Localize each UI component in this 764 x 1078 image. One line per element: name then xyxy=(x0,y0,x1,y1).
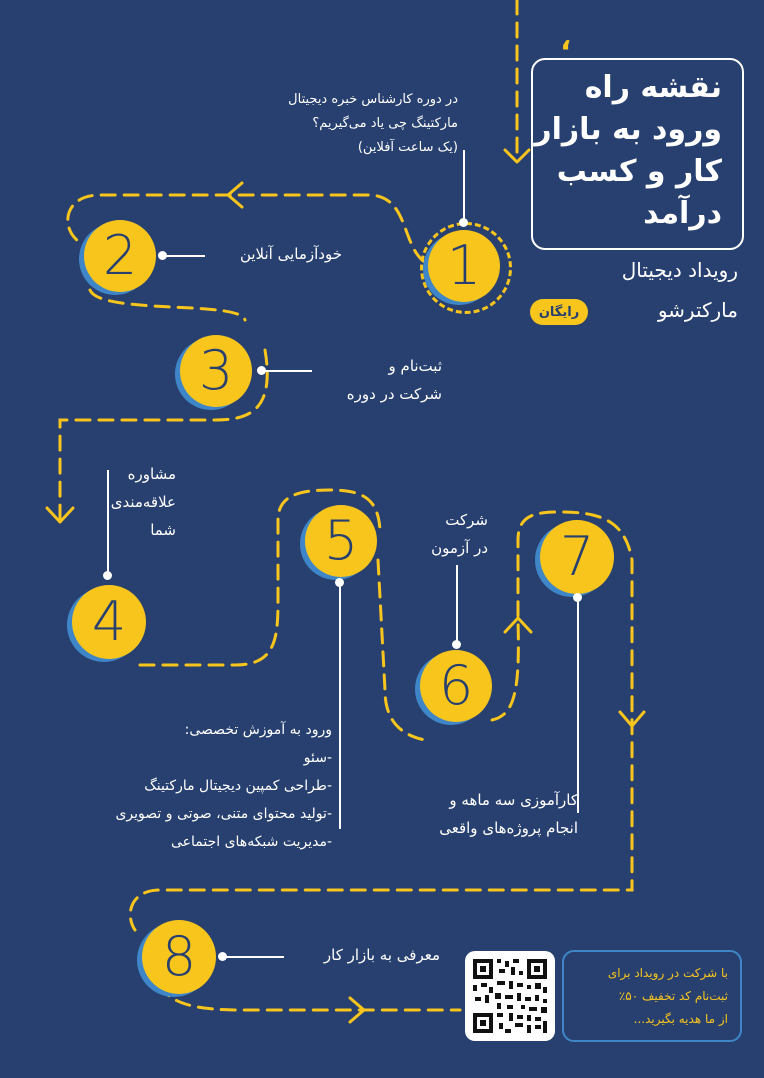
subtitle-line-2: مارکترشو xyxy=(657,298,738,322)
step-1-connector xyxy=(463,150,465,222)
step-4-dot xyxy=(103,571,112,580)
step-1-dot xyxy=(459,218,468,227)
qr-code-icon xyxy=(465,951,555,1041)
step-5-number: 5 xyxy=(323,509,359,572)
title-line-4: درآمد xyxy=(643,196,722,231)
step-3-number: 3 xyxy=(198,339,234,402)
step-2-number: 2 xyxy=(102,224,138,287)
step-1-number: 1 xyxy=(446,234,482,297)
step-2-label: خودآزمایی آنلاین xyxy=(239,245,342,263)
path-8-bottom xyxy=(160,985,460,1010)
step-7-dot xyxy=(573,593,582,602)
step-7-number: 7 xyxy=(559,525,595,588)
path-2-to-3 xyxy=(90,290,245,320)
step-5-dot xyxy=(335,578,344,587)
step-5-connector xyxy=(339,584,341,829)
step-6-connector xyxy=(456,565,458,643)
path-5-to-6 xyxy=(378,560,425,740)
free-badge: رایگان xyxy=(530,299,588,325)
step-8-connector xyxy=(222,956,284,958)
step-1-node xyxy=(428,230,500,302)
step-8-dot xyxy=(218,952,227,961)
step-3-node xyxy=(180,335,252,407)
step-2-dot xyxy=(158,251,167,260)
step-6-node xyxy=(420,650,492,722)
promo-box xyxy=(562,950,742,1042)
step-5-node xyxy=(305,505,377,577)
step-7-label: کارآموزی سه ماهه و انجام پروژه‌های واقعی xyxy=(439,791,578,837)
step-1-label: در دوره کارشناس خبره دیجیتال مارکتینگ چی یاد می‌گیریم؟ (یک ساعت آفلاین) xyxy=(288,92,458,155)
quote-mark-icon: ‘ xyxy=(560,35,572,70)
qr-code xyxy=(465,951,555,1041)
step-3-dot xyxy=(257,366,266,375)
promo-line-2: ثبت‌نام کد تخفیف ۵۰٪ xyxy=(618,989,728,1003)
step-4-number: 4 xyxy=(91,590,127,653)
step-3-label: ثبت‌نام و شرکت در دوره xyxy=(346,357,442,403)
step-3-connector xyxy=(262,370,312,372)
title-line-3: کار و کسب xyxy=(556,154,722,189)
promo-line-1: با شرکت در رویداد برای xyxy=(607,966,728,980)
step-4-node xyxy=(72,585,146,659)
step-4-label: مشاوره علاقه‌مندی شما xyxy=(110,465,176,539)
arrow-right-bottom xyxy=(350,998,364,1022)
step-8-label: معرفی به بازار کار xyxy=(323,946,440,964)
step-2-node xyxy=(84,220,156,292)
promo-line-3: از ما هدیه بگیرید... xyxy=(633,1012,728,1026)
step-8-node xyxy=(142,920,216,994)
step-5-label: ورود به آموزش تخصصی: -سئو -طراحی کمپین دیجیتال مارکتینگ -تولید محتوای متنی، صوتی و تصویری -مدیریت شبکه‌های اجتماعی xyxy=(115,722,332,850)
subtitle-line-1: رویداد دیجیتال xyxy=(621,258,738,282)
step-8-number: 8 xyxy=(161,925,197,988)
title-line-1: نقشه راه xyxy=(584,70,722,105)
step-6-label: شرکت در آزمون xyxy=(431,511,488,557)
title-line-2: ورود به بازار xyxy=(534,112,722,147)
title-card xyxy=(531,58,744,250)
step-4-connector xyxy=(107,470,109,575)
step-6-number: 6 xyxy=(438,654,474,717)
step-7-node xyxy=(540,520,614,594)
step-6-dot xyxy=(452,640,461,649)
step-7-connector xyxy=(577,598,579,813)
